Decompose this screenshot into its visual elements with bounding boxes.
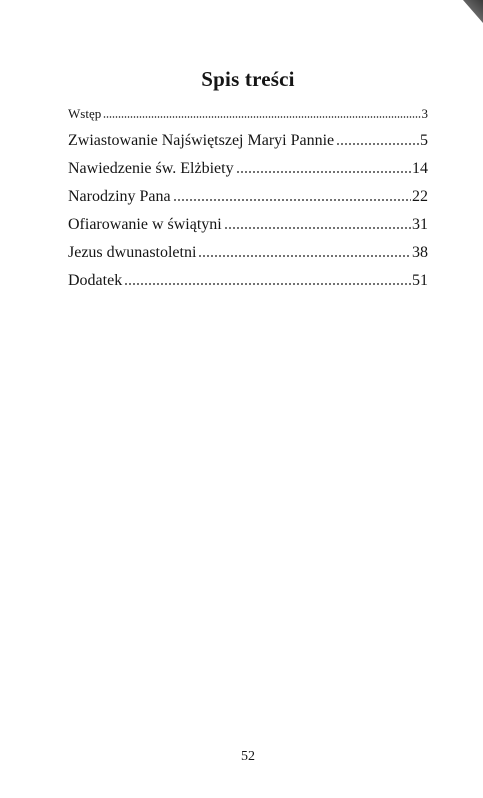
dot-leader xyxy=(336,143,419,145)
toc-entry-label: Dodatek xyxy=(68,272,123,289)
toc-entry-label: Wstęp xyxy=(68,106,102,121)
toc-entry-label: Zwiastowanie Najświętszej Maryi Pannie xyxy=(68,132,335,149)
toc-entry xyxy=(68,239,428,267)
toc-entry-page: 14 xyxy=(412,160,428,177)
toc-entry-page: 3 xyxy=(421,106,428,121)
page-number: 52 xyxy=(241,749,255,764)
dot-leader xyxy=(103,116,420,118)
toc-entry xyxy=(68,211,428,239)
toc-entry-page: 51 xyxy=(412,272,428,289)
toc-entry-page: 38 xyxy=(412,244,428,261)
toc-entry-label: Jezus dwunastoletni xyxy=(68,244,197,261)
toc-entry xyxy=(68,155,428,183)
dot-leader xyxy=(173,199,411,201)
dot-leader xyxy=(236,171,411,173)
dot-leader xyxy=(224,227,411,229)
toc-entry-page: 5 xyxy=(420,132,428,149)
toc-entry-page: 22 xyxy=(412,188,428,205)
dot-leader xyxy=(198,255,411,257)
toc-entry xyxy=(68,100,428,127)
page-title: Spis treści xyxy=(201,67,295,91)
page-corner-shadow xyxy=(463,0,483,23)
toc-entry-page: 31 xyxy=(412,216,428,233)
toc-entry-label: Narodziny Pana xyxy=(68,188,171,205)
dot-leader xyxy=(124,283,411,285)
table-of-contents xyxy=(68,100,428,295)
toc-entry-label: Nawiedzenie św. Elżbiety xyxy=(68,160,234,177)
toc-entry xyxy=(68,267,428,295)
toc-entry xyxy=(68,183,428,211)
toc-entry-label: Ofiarowanie w świątyni xyxy=(68,216,222,233)
toc-entry xyxy=(68,127,428,155)
